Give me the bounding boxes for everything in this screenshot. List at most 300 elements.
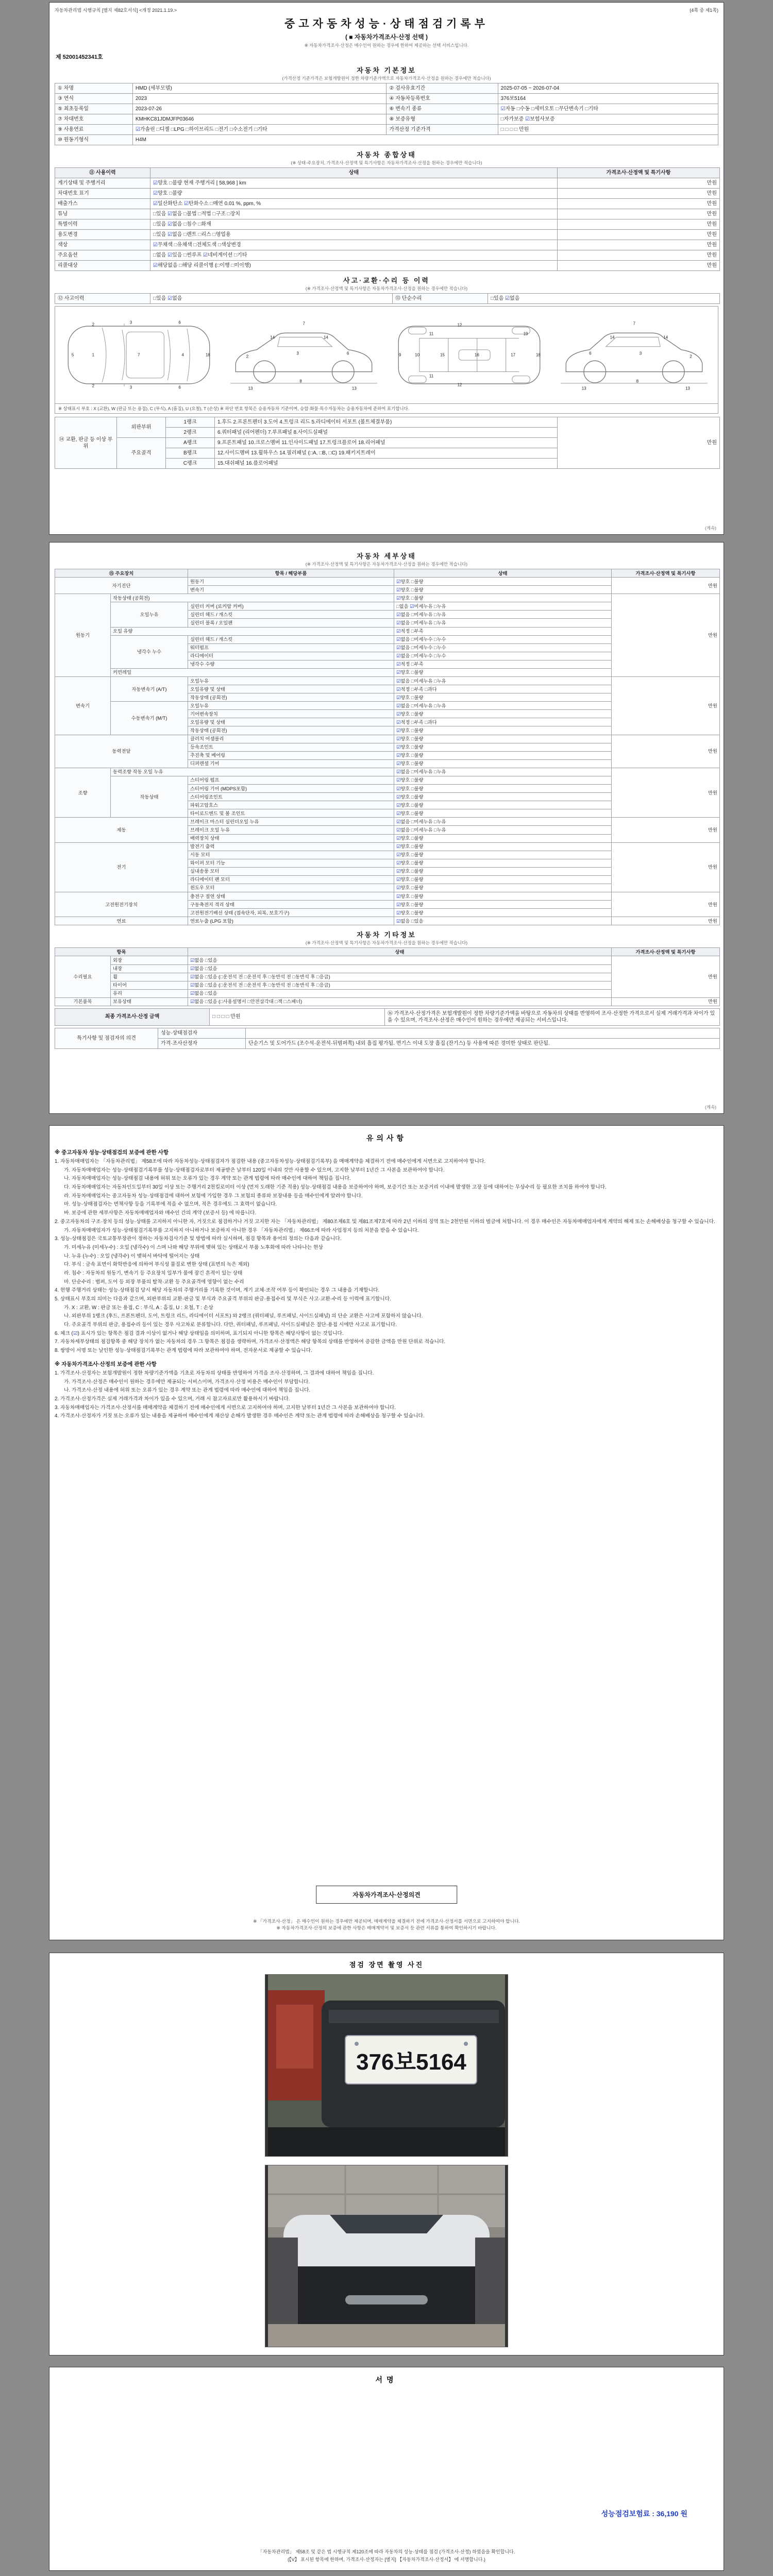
exchange-cell-3-0: B랭크 (166, 448, 215, 459)
panel-photos (49, 1953, 724, 2355)
overall-cell-3-1: ☑일산화탄소 ☑탄화수소 □매연 0.01 %, ppm, % (150, 199, 558, 209)
cautions-item-0-21: 7. 자동차세부상태의 점검항목 중 해당 장치가 없는 자동차의 경우 그 항목은 점검을 생략하며, 가격조사·산정액은 해당 항목의 상태를 반영하여 증감한 금액을 만원 단위로 적습니다. (55, 1339, 446, 1345)
detail-cell-8-2: ☑없음 □미세누수 □누수 (394, 635, 612, 643)
basic-cell-0-1: HMD (세부모델) (132, 83, 386, 94)
cautions-item-0-15: 4. 현행 주행거리 상태는 성능·상태점검 당시 해당 자동차의 주행거리를 기록한 것이며, 계기 교체·조작 여부 등이 확인되는 경우 그 내용을 기재합니다. (55, 1287, 380, 1294)
doc-title: 중고자동차성능·상태점검기록부 (284, 18, 489, 30)
panel-basic-info (49, 2, 724, 535)
overall-cell-6-0: 용도변경 (55, 230, 150, 240)
final-cell-0-2: ⑯ 가격조사·산정가격은 보험개발원이 정한 차량기준가액을 바탕으로 자동차의 상태를 반영하여 조사·산정한 가격으로서 실제 거래가격과 차이가 있을 수 있으며, 가격조사·산정은 매수인이 원하는 경우에만 제공되는 서비스입니다. (385, 1008, 720, 1025)
basic-cell-0-3: 2025-07-05 ~ 2026-07-04 (498, 83, 718, 94)
photo-underbody (265, 2165, 508, 2347)
detail-cell-1-2: ☑양호 □불량 (394, 578, 612, 586)
basic-cell-4-0: ⑨ 사용연료 (55, 125, 133, 135)
acc-cell-0-3: □있음 ☑없음 (488, 294, 720, 304)
car-bottom-view-diagram (391, 311, 548, 399)
detail-cell-6-0: 실린더 블록 / 오일팬 (188, 619, 394, 627)
etc-cell-1-3: 만원 (612, 956, 720, 997)
car-damage-diagrams (55, 306, 718, 404)
overall-cell-2-1: ☑양호 □불량 (150, 189, 558, 199)
overall-cell-4-0: 튜닝 (55, 209, 150, 219)
signature-statement (49, 2548, 724, 2563)
diagram-zone-label-5: 5 (71, 352, 74, 358)
detail-cell-11-1: ☑적정 □부족 (394, 660, 612, 668)
section-title-overall: 자동차 종합상태 (357, 151, 416, 159)
detail-cell-0-3: 가격조사·산정액 및 특기사항 (612, 569, 720, 578)
basic-cell-1-2: ④ 자동차등록번호 (386, 94, 498, 104)
overall-cell-8-0: 주요옵션 (55, 250, 150, 261)
detail-cell-7-1: ☑적정 □부족 (394, 627, 612, 635)
diagram-zone-label-3: 3 (129, 320, 132, 325)
overall-cell-6-1: □있음 ☑없음 □렌트 □리스 □영업용 (150, 230, 558, 240)
detail-cell-3-3: 만원 (612, 594, 720, 677)
detail-cell-18-0: 오일유량 및 상태 (188, 718, 394, 726)
panel-cautions (49, 1125, 724, 1940)
basic-cell-2-0: ⑤ 최초등록일 (55, 104, 133, 114)
detail-cell-13-4: 만원 (612, 677, 720, 735)
detail-cell-30-3: 만원 (612, 818, 720, 842)
overall-state-table (55, 167, 718, 271)
diagram-zone-label-7: 7 (303, 321, 305, 326)
detail-cell-9-1: ☑없음 □미세누수 □누수 (394, 643, 612, 652)
cautions-item-0-9: 3. 성능·상태점검은 국토교통부장관이 정하는 자동차검사기준 및 방법에 따라 실시하며, 점검 항목과 용어의 정의는 다음과 같습니다. (55, 1236, 342, 1242)
diagram-zone-label-4: 4 (181, 352, 184, 358)
doc-number: 제 52001452341호 (56, 54, 103, 60)
overall-cell-7-0: 색상 (55, 240, 150, 250)
overall-cell-8-2: 만원 (558, 250, 720, 261)
detail-cell-4-1: 실린더 커버 (로커암 커버) (188, 602, 394, 611)
cautions-item-0-4: 라. 자동차매매업자는 중고자동차 성능·상태점검에 대하여 보험에 가입한 경우 그 보험의 종류와 보장내용 등을 매수인에게 알려야 합니다. (64, 1193, 363, 1199)
opinion-cell-0-1: 성능·상태점검자 (158, 1028, 246, 1038)
diagram-zone-label-6: 6 (178, 320, 181, 325)
overall-cell-1-0: 계기상태 및 주행거리 (55, 178, 150, 189)
detail-cell-30-1: 브레이크 마스터 실린더오일 누유 (188, 818, 394, 826)
detail-cell-4-2: □없음 ☑미세누유 □누유 (394, 602, 612, 611)
diagram-zone-label-7: 7 (633, 321, 635, 326)
photos-title: 점검 장면 촬영 사진 (349, 1961, 424, 1969)
detail-cell-1-3: 만원 (612, 578, 720, 594)
detail-cell-42-1: 연료누출 (LPG 포함) (188, 917, 394, 925)
detail-cell-26-1: ☑양호 □불량 (394, 785, 612, 793)
detail-cell-16-0: 수동변속기 (M/T) (111, 702, 188, 735)
detail-cell-30-2: ☑없음 □미세누유 □누유 (394, 818, 612, 826)
section-title-accident: 사고·교환·수리 등 이력 (343, 277, 430, 284)
detail-cell-16-1: 오일누유 (188, 702, 394, 710)
detail-cell-36-1: ☑양호 □불량 (394, 867, 612, 875)
detail-cell-38-1: ☑양호 □불량 (394, 884, 612, 892)
detail-cell-29-0: 타이로드엔드 및 볼 조인트 (188, 809, 394, 818)
price-opinion-notes (49, 1918, 724, 1931)
detail-cell-14-0: 오일유량 및 상태 (188, 685, 394, 693)
detail-cell-27-0: 스티어링조인트 (188, 793, 394, 801)
detail-cell-10-1: ☑없음 □미세누수 □누수 (394, 652, 612, 660)
detail-cell-40-1: ☑양호 □불량 (394, 901, 612, 909)
detail-cell-34-0: 시동 모터 (188, 851, 394, 859)
detail-cell-14-1: ☑적정 □부족 □과다 (394, 685, 612, 693)
acc-cell-0-2: ⑬ 단순수리 (393, 294, 488, 304)
signature-title: 서명 (375, 2376, 398, 2384)
detail-cell-17-1: ☑양호 □불량 (394, 710, 612, 718)
diagram-zone-label-17: 17 (511, 352, 516, 358)
cautions-item-0-13: 라. 침수 : 자동차의 원동기, 변속기 등 주요장치 일부가 물에 잠긴 흔적이 있는 상태 (64, 1270, 243, 1276)
detail-cell-3-2: ☑양호 □불량 (394, 594, 612, 602)
diagram-zone-label-13: 13 (351, 386, 357, 391)
exchange-cell-0-2: 1랭크 (166, 417, 215, 428)
overall-cell-3-2: 만원 (558, 199, 720, 209)
detail-cell-13-0: 변속기 (55, 677, 111, 735)
detail-cell-24-1: 동력조향 작동 오일 누유 (111, 768, 394, 776)
section-note-accident: (※ 가격조사·산정액 및 특기사항은 자동차가격조사·산정을 원하는 경우에만 적습니다) (305, 286, 468, 291)
detail-cell-8-1: 실린더 헤드 / 개스킷 (188, 635, 394, 643)
basic-cell-1-3: 376보5164 (498, 94, 718, 104)
detail-cell-30-0: 제동 (55, 818, 188, 842)
detail-cell-8-0: 냉각수 누수 (111, 635, 188, 668)
detail-cell-35-1: ☑양호 □불량 (394, 859, 612, 867)
diagram-zone-label-7: 7 (138, 352, 140, 358)
diagram-zone-label-13: 13 (685, 386, 690, 391)
etc-cell-1-2: ☑없음 □있음 (188, 956, 612, 964)
detail-cell-42-0: 연료 (55, 917, 188, 925)
exchange-panel-table (55, 417, 718, 469)
detail-cell-2-1: ☑양호 □불량 (394, 586, 612, 594)
overall-cell-3-0: 배출가스 (55, 199, 150, 209)
basic-cell-3-1: KMHKC81JDMJFP03646 (132, 114, 386, 125)
diagram-zone-label-9: 9 (398, 352, 401, 358)
detail-cell-42-2: ☑없음 □있음 (394, 917, 612, 925)
detail-state-table (55, 569, 718, 925)
cautions-item-0-6: 바. 보증에 관한 세부사항은 자동차매매업자와 매수인 간의 계약 (보증서 등) 에 따릅니다. (64, 1210, 257, 1216)
detail-cell-3-0: 원동기 (55, 594, 111, 677)
etc-cell-4-1: ☑없음 □있음 (□운전석 전 □운전석 후 □동반석 전 □동반석 후 □응급) (188, 981, 612, 989)
final-cell-0-0: 최종 가격조사·산정 금액 (55, 1008, 210, 1025)
detail-cell-19-1: ☑양호 □불량 (394, 726, 612, 735)
cautions-item-1-3: 2. 가격조사·산정가격은 실제 거래가격과 차이가 있을 수 있으며, 거래 시 참고자료로만 활용하시기 바랍니다. (55, 1396, 290, 1402)
detail-cell-10-0: 라디에이터 (188, 652, 394, 660)
etc-cell-3-0: 휠 (111, 973, 188, 981)
doc-note: ※ 자동차가격조사·산정은 매수인이 원하는 경우에 한하여 제공하는 선택 서비스입니다. (304, 43, 469, 48)
detail-cell-3-1: 작동상태 (공회전) (111, 594, 394, 602)
exchange-cell-1-1: 6.쿼터패널 (리어펜더) 7.루프패널 8.사이드실패널 (215, 428, 558, 438)
etc-info-table (55, 947, 718, 1006)
basic-cell-1-1: 2023 (132, 94, 386, 104)
etc-cell-6-3: 만원 (612, 997, 720, 1006)
car-right-side-diagram (556, 311, 713, 399)
signature-line-2: (【V】 표시된 항목에 한하며, 가격조사·산정자는 [별지] 【자동차가격조사·산정서】 에 서명합니다.) (288, 2556, 485, 2562)
overall-cell-2-2: 만원 (558, 189, 720, 199)
cautions-item-1-5: 4. 가격조사·산정자가 거짓 또는 오류가 있는 내용을 제공하여 매수인에게 재산상 손해가 발생한 경우 매수인은 계약 또는 관계 법령에 따라 손해배상을 청구할 수 있습니다. (55, 1413, 425, 1419)
diagram-zone-label-1: 1 (92, 352, 95, 358)
cautions-item-1-4: 3. 자동차매매업자는 가격조사·산정서를 매매계약을 체결하기 전에 매수인에게 서면으로 고지하여야 하며, 고지한 날부터 1년간 그 사본을 보관하여야 합니다. (55, 1404, 396, 1411)
overall-cell-6-2: 만원 (558, 230, 720, 240)
diagram-zone-label-6: 6 (589, 351, 592, 356)
detail-cell-13-2: 오일누유 (188, 677, 394, 685)
etc-cell-5-1: ☑없음 □있음 (188, 989, 612, 997)
basic-cell-0-0: ① 차명 (55, 83, 133, 94)
basic-cell-4-1: ☑가솔린 □디젤 □LPG □하이브리드 □전기 □수소전기 □기타 (132, 125, 386, 135)
etc-cell-0-0: 항목 (55, 948, 188, 956)
exchange-cell-0-1: 외판부위 (117, 417, 166, 438)
inspection-insurance-fee: 성능점검보험료 : 36,190 원 (601, 2510, 687, 2518)
detail-cell-39-3: 만원 (612, 892, 720, 917)
detail-cell-27-1: ☑양호 □불량 (394, 793, 612, 801)
detail-cell-40-0: 구동축전지 격리 상태 (188, 901, 394, 909)
panel-signature (49, 2367, 724, 2571)
section-title-basic: 자동차 기본정보 (357, 66, 416, 74)
detail-cell-0-1: 항목 / 해당부품 (188, 569, 394, 578)
cautions-item-0-1: 가. 자동차매매업자는 성능·상태점검기록부를 성능·상태점검자로부터 제공받은 날부터 120일 이내의 것만 사용할 수 있으며, 고지한 날부터 1년간 그 사본을 보관하여야 합니다. (64, 1167, 445, 1173)
cautions-item-0-22: 8. 쌍방이 서명 또는 날인한 성능·상태점검기록부는 관계 법령에 따라 보관하여야 하며, 전자문서로 제공할 수 있습니다. (55, 1348, 312, 1354)
cautions-item-0-17: 가. X : 교환, W : 판금 또는 용접, C : 부식, A : 흠집, U : 요철, T : 손상 (64, 1304, 213, 1311)
detail-cell-16-2: ☑없음 □미세누유 □누유 (394, 702, 612, 710)
inspector-opinion-table (55, 1028, 718, 1049)
overall-cell-1-1: ☑양호 □불량 현재 주행거리 [ 58,968 ] km (150, 178, 558, 189)
detail-cell-21-1: ☑양호 □불량 (394, 743, 612, 751)
cautions-heading-0: ※ 중고자동차 성능·상태점검의 보증에 관한 사항 (55, 1149, 169, 1156)
overall-cell-2-0: 차대번호 표기 (55, 189, 150, 199)
final-price-table (55, 1008, 718, 1026)
etc-cell-1-0: 수리필요 (55, 956, 111, 997)
basic-info-table (55, 83, 718, 145)
continued-marker: (계속) (704, 526, 716, 531)
detail-cell-15-1: ☑양호 □불량 (394, 693, 612, 702)
diagram-zone-label-18: 18 (535, 352, 541, 358)
doc-subtitle: ( ■ 자동차가격조사·산정 선택 ) (345, 33, 428, 41)
detail-cell-24-3: 만원 (612, 768, 720, 817)
overall-cell-9-0: 리콜대상 (55, 261, 150, 271)
etc-cell-3-1: ☑없음 □있음 (□운전석 전 □운전석 후 □동반석 전 □동반석 후 □응급) (188, 973, 612, 981)
overall-cell-1-2: 만원 (558, 178, 720, 189)
diagram-zone-label-2: 2 (92, 383, 95, 388)
etc-cell-6-1: 보유상태 (111, 997, 188, 1006)
detail-cell-35-0: 와이퍼 모터 기능 (188, 859, 394, 867)
detail-cell-15-0: 작동상태 (공회전) (188, 693, 394, 702)
detail-cell-24-0: 조향 (55, 768, 111, 817)
cautions-body (55, 1148, 718, 1420)
detail-cell-31-0: 브레이크 오일 누유 (188, 826, 394, 834)
detail-cell-18-1: ☑적정 □부족 □과다 (394, 718, 612, 726)
etc-cell-6-0: 기본품목 (55, 997, 111, 1006)
basic-cell-3-3: □자가보증 ☑보험사보증 (498, 114, 718, 125)
overall-cell-7-1: ☑무채색 □유채색 □전체도색 □색상변경 (150, 240, 558, 250)
detail-cell-23-0: 디퍼렌셜 기어 (188, 759, 394, 768)
diagram-zone-label-14: 14 (663, 335, 668, 340)
etc-cell-5-0: 유리 (111, 989, 188, 997)
continued-marker: (계속) (704, 1105, 716, 1110)
cautions-item-1-1: 가. 가격조사·산정은 매수인이 원하는 경우에만 제공되는 서비스이며, 가격조사·산정 비용은 매수인이 부담합니다. (64, 1379, 310, 1385)
overall-cell-4-1: □있음 ☑없음 □불법 □적법 □구조 □장치 (150, 209, 558, 219)
damage-code-legend: ※ 상태표시 부호 : X (교환), W (판금 또는 용접), C (부식), A (흠집), U (요철), T (손상) ※ 하단 번호 항목은 승용자동차 기준이며, 승합·화물·특수자동차는 승용자동차에 준하여 표기합니다. (55, 404, 718, 414)
detail-cell-1-1: 원동기 (188, 578, 394, 586)
opinion-cell-0-0: 특기사항 및 점검자의 의견 (55, 1028, 158, 1048)
section-note-basic: (가격산정 기준가격은 보험개발원이 정한 차량기준가액으로 자동차가격조사·산정을 원하는 경우에만 적습니다) (282, 76, 491, 81)
basic-cell-5-1: H4M (132, 135, 718, 145)
diagram-zone-label-2: 2 (92, 322, 95, 327)
section-note-etc: (※ 가격조사·산정액 및 특기사항은 자동차가격조사·산정을 원하는 경우에만 적습니다) (305, 940, 468, 946)
cautions-item-0-20: 6. 체크 (☑) 표시가 있는 항목은 점검 결과 이상이 없거나 해당 상태임을 의미하며, 표기되지 아니한 항목은 해당사항이 없는 것입니다. (55, 1330, 344, 1336)
detail-cell-33-3: 만원 (612, 842, 720, 892)
cautions-item-0-7: 2. 중고자동차의 구조·장치 등의 성능·상태를 고지하지 아니한 자, 거짓으로 점검하거나 거짓 고지한 자는 「자동차관리법」 제80조제6호 및 제81조제7호에 따라 2년 이하의 징역 또는 2천만원 이하의 벌금에 처합니다. 이 경우 매수인은 자동차매매업자에게 계약의 해제 또는 손해배상을 청구할 수 있습니다. (55, 1218, 715, 1225)
section-title-etc: 자동차 기타정보 (357, 931, 416, 939)
detail-cell-39-0: 고전원전기장치 (55, 892, 188, 917)
detail-cell-22-0: 추진축 및 베어링 (188, 751, 394, 759)
cautions-item-1-2: 나. 가격조사·산정 내용에 허위 또는 오류가 있는 경우 계약 또는 관계 법령에 따라 매수인에 대하여 책임을 집니다. (64, 1387, 311, 1394)
cautions-heading-1: ※ 자동차가격조사·산정의 보증에 관한 사항 (55, 1361, 157, 1367)
overall-cell-0-1: 상태 (150, 168, 558, 178)
diagram-zone-label-3: 3 (129, 385, 132, 390)
detail-cell-38-0: 윈도우 모터 (188, 884, 394, 892)
basic-cell-3-2: ⑧ 보증유형 (386, 114, 498, 125)
exchange-cell-2-2: 9.프론트패널 10.크로스멤버 11.인사이드패널 17.트렁크플로어 18.리어패널 (215, 438, 558, 448)
detail-cell-28-1: ☑양호 □불량 (394, 801, 612, 809)
exchange-cell-0-4: 만원 (558, 417, 720, 469)
price-opinion-note-2: ※ 자동차가격조사·산정의 보증에 관한 사항은 매매계약서 및 보증서 등 관련 서류를 통하여 확인하시기 바랍니다. (276, 1925, 497, 1930)
detail-cell-13-1: 자동변속기 (A/T) (111, 677, 188, 702)
signature-line-1: 「자동차관리법」 제58조 및 같은 법 시행규칙 제120조에 따라 자동차의 성능·상태를 점검 (가격조사·산정) 하였음을 확인합니다. (258, 2549, 515, 2555)
diagram-zone-label-11: 11 (429, 331, 434, 336)
basic-cell-0-2: ② 검사유효기간 (386, 83, 498, 94)
detail-cell-5-0: 실린더 헤드 / 개스킷 (188, 611, 394, 619)
detail-cell-6-1: ☑없음 □미세누유 □누유 (394, 619, 612, 627)
exchange-cell-2-0: 주요골격 (117, 438, 166, 469)
diagram-zone-label-3: 3 (639, 351, 642, 356)
exchange-cell-0-0: ⑭ 교환, 판금 등 이상 부위 (55, 417, 117, 469)
detail-cell-39-1: 충전구 절연 상태 (188, 892, 394, 901)
detail-cell-37-1: ☑양호 □불량 (394, 875, 612, 884)
detail-cell-32-0: 배력장치 상태 (188, 834, 394, 842)
accident-history-table (55, 293, 718, 304)
exchange-cell-0-3: 1.후드 2.프론트펜더 3.도어 4.트렁크 리드 5.라디에이터 서포트 (볼트체결부품) (215, 417, 558, 428)
detail-cell-20-3: 만원 (612, 735, 720, 768)
detail-cell-1-0: 자기진단 (55, 578, 188, 594)
overall-cell-5-2: 만원 (558, 219, 720, 230)
diagram-zone-label-6: 6 (178, 385, 181, 390)
overall-cell-9-1: ☑해당없음 □해당 리콜이행 (□이행 □미이행) (150, 261, 558, 271)
diagram-zone-label-12: 12 (457, 323, 462, 328)
etc-cell-6-2: ☑없음 □있음 (□사용설명서 □안전삼각대 □잭 □스패너) (188, 997, 612, 1006)
basic-cell-2-1: 2023-07-26 (132, 104, 386, 114)
overall-cell-5-1: □있음 ☑없음 □침수 □화재 (150, 219, 558, 230)
detail-cell-32-1: ☑양호 □불량 (394, 834, 612, 842)
section-note-overall: (※ 상태·주요장치, 가격조사·산정액 및 특기사항은 자동차가격조사·산정을 원하는 경우에만 적습니다) (291, 160, 482, 165)
detail-cell-29-1: ☑양호 □불량 (394, 809, 612, 818)
detail-cell-2-0: 변속기 (188, 586, 394, 594)
detail-cell-33-1: 발전기 출력 (188, 842, 394, 851)
section-title-detail: 자동차 세부상태 (357, 552, 416, 560)
diagram-zone-label-8: 8 (636, 379, 639, 384)
car-left-side-diagram (225, 311, 382, 399)
cautions-item-0-2: 나. 자동차매매업자는 성능·상태점검 내용에 허위 또는 오류가 있는 경우 계약 또는 관계 법령에 따라 매수인에 대하여 책임을 집니다. (64, 1176, 351, 1182)
cautions-item-0-8: 가. 자동차매매업자가 성능·상태점검기록부를 고지하지 아니하거나 보증하지 아니한 경우 「자동차관리법」 제66조에 따라 사업정지 등의 처분을 받을 수 있습니다. (64, 1227, 419, 1233)
cautions-item-1-0: 1. 가격조사·산정자는 보험개발원이 정한 차량기준가액을 기초로 자동차의 상태를 반영하여 가격을 조사·산정하며, 그 결과에 대하여 책임을 집니다. (55, 1370, 374, 1376)
basic-cell-4-2: 가격산정 기준가격 (386, 125, 498, 135)
etc-cell-2-1: ☑없음 □있음 (188, 964, 612, 973)
opinion-cell-1-0: 가격·조사산정자 (158, 1038, 246, 1048)
exchange-cell-1-0: 2랭크 (166, 428, 215, 438)
car-top-view-diagram (60, 311, 217, 399)
detail-cell-9-0: 워터펌프 (188, 643, 394, 652)
diagram-zone-label-14: 14 (270, 335, 275, 340)
exchange-cell-3-1: 12.사이드멤버 13.휠하우스 14.필러패널 (□A, □B, □C) 19.패키지트레이 (215, 448, 558, 459)
detail-cell-4-0: 오일누유 (111, 602, 188, 627)
basic-cell-2-2: ⑥ 변속기 종류 (386, 104, 498, 114)
detail-cell-20-1: 클러치 어셈블리 (188, 735, 394, 743)
overall-cell-4-2: 만원 (558, 209, 720, 219)
detail-cell-23-1: ☑양호 □불량 (394, 759, 612, 768)
diagram-zone-label-15: 15 (440, 352, 445, 358)
acc-cell-0-1: □있음 ☑없음 (150, 294, 393, 304)
photo-license-plate (265, 1974, 508, 2157)
detail-cell-41-1: ☑양호 □불량 (394, 909, 612, 917)
etc-cell-0-1: 상태 (188, 948, 612, 956)
basic-cell-2-3: ☑자동 □수동 □세미오토 □무단변속기 □기타 (498, 104, 718, 114)
overall-cell-5-0: 특별이력 (55, 219, 150, 230)
detail-cell-0-0: ⑮ 주요장치 (55, 569, 188, 578)
diagram-zone-label-19: 19 (523, 331, 528, 336)
opinion-cell-1-1: 단순기스 및 도어가드 (조수석·운전석·뒤범퍼쪽) 내외 흠집 평가됨. 면기스 이내 도장 흠집 (잔기스) 등 사용에 따른 경미한 상태로 판단됨. (246, 1038, 720, 1048)
basic-cell-3-0: ⑦ 차대번호 (55, 114, 133, 125)
detail-cell-28-0: 파워고압호스 (188, 801, 394, 809)
acc-cell-0-0: ⑫ 사고이력 (55, 294, 150, 304)
detail-cell-11-0: 냉각수 수량 (188, 660, 394, 668)
overall-cell-0-2: 가격조사·산정액 및 특기사항 (558, 168, 720, 178)
exchange-cell-2-1: A랭크 (166, 438, 215, 448)
diagram-zone-label-8: 8 (299, 379, 302, 384)
detail-cell-33-2: ☑양호 □불량 (394, 842, 612, 851)
detail-cell-21-0: 등속조인트 (188, 743, 394, 751)
detail-cell-20-0: 동력전달 (55, 735, 188, 768)
diagram-zone-label-3: 3 (296, 351, 299, 356)
detail-cell-37-0: 라디에이터 팬 모터 (188, 875, 394, 884)
price-opinion-box: 자동차가격조사·산정의견 (316, 1886, 457, 1904)
detail-cell-42-3: 만원 (612, 917, 720, 925)
detail-cell-20-2: ☑양호 □불량 (394, 735, 612, 743)
cautions-item-0-18: 나. 외판부위 1랭크 (후드, 프론트펜더, 도어, 트렁크 리드, 라디에이터 서포트) 와 2랭크 (쿼터패널, 루프패널, 사이드실패널) 의 단순 교환은 사고에 포함하지 않습니다. (64, 1313, 423, 1319)
detail-cell-19-0: 작동상태 (공회전) (188, 726, 394, 735)
detail-cell-25-0: 작동상태 (111, 776, 188, 817)
diagram-zone-label-10: 10 (415, 352, 420, 358)
diagram-zone-label-2: 2 (690, 354, 692, 359)
detail-cell-24-2: ☑없음 □미세누유 □누유 (394, 768, 612, 776)
basic-cell-1-0: ③ 연식 (55, 94, 133, 104)
panel-detail-state (49, 542, 724, 1114)
detail-cell-22-1: ☑양호 □불량 (394, 751, 612, 759)
detail-cell-17-0: 기어변속장치 (188, 710, 394, 718)
license-plate-number: 376보5164 (356, 2049, 466, 2075)
page-marker: (4쪽 중 제1쪽) (690, 8, 718, 13)
cautions-item-0-14: 마. 단순수리 : 범퍼, 도어 등 외장 부품의 탈착·교환 등 주요골격에 영향이 없는 수리 (64, 1279, 244, 1285)
cautions-item-0-0: 1. 자동차매매업자는 「자동차관리법」 제58조에 따라 자동차성능·상태점검자가 점검한 내용 (중고자동차성능·상태점검기록부) 을 매매계약을 체결하기 전에 매수인에게 서면으로 고지하여야 합니다. (55, 1159, 486, 1164)
etc-cell-1-1: 외장 (111, 956, 188, 964)
law-note: 자동차관리법 시행규칙 [별지 제82호서식] <개정 2021.1.19.> (55, 8, 177, 13)
basic-cell-4-3: □ □ □ □ 만원 (498, 125, 718, 135)
detail-cell-31-1: ☑없음 □미세누유 □누유 (394, 826, 612, 834)
detail-cell-41-0: 고전원전기배선 상태 (접속단자, 피복, 보호기구) (188, 909, 394, 917)
detail-cell-5-1: ☑없음 □미세누유 □누유 (394, 611, 612, 619)
diagram-zone-label-6: 6 (346, 351, 349, 356)
detail-cell-39-2: ☑양호 □불량 (394, 892, 612, 901)
cautions-item-0-12: 다. 부식 : 금속 표면이 화학반응에 의하여 부식성 물질로 변한 상태 (표면의 녹은 제외) (64, 1262, 249, 1268)
overall-cell-7-2: 만원 (558, 240, 720, 250)
price-opinion-note-1: ※ 「가격조사·산정」 은 매수인이 원하는 경우에만 제공되며, 매매계약을 체결하기 전에 가격조사·산정서를 서면으로 고지하여야 합니다. (253, 1918, 520, 1924)
diagram-zone-label-14: 14 (610, 335, 615, 340)
cautions-item-0-11: 나. 누유 (누수) : 오일 (냉각수) 이 맺혀서 바닥에 떨어지는 상태 (64, 1253, 200, 1259)
detail-cell-12-1: ☑양호 □불량 (394, 668, 612, 676)
detail-cell-13-3: ☑없음 □미세누유 □누유 (394, 677, 612, 685)
overall-cell-9-2: 만원 (558, 261, 720, 271)
diagram-zone-label-13: 13 (581, 386, 586, 391)
opinion-cell-0-2 (246, 1028, 720, 1038)
exchange-cell-4-1: 15.대쉬패널 16.플로어패널 (215, 459, 558, 469)
